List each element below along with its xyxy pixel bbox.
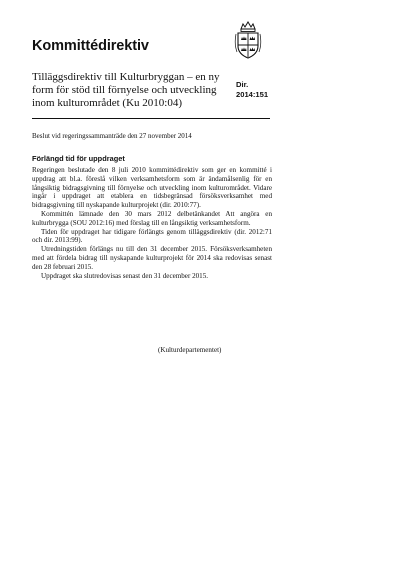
dir-label: Dir. [236, 80, 249, 89]
body-paragraph: Utredningstiden förlängs nu till den 31 december 2015. Försöksverksamheten med att fördela bidrag till nyskapande kulturprojekt för 2014 ska redovisas senast den 28 februari 2015. [32, 245, 272, 271]
decision-line: Beslut vid regeringssammanträde den 27 november 2014 [32, 132, 192, 140]
document-title: Kommittédirektiv [32, 38, 149, 54]
body-paragraph: Regeringen beslutade den 8 juli 2010 kommittédirektiv som ger en kommitté i uppdrag att bl.a. föreslå vilken verksamhetsform som är ändamålsenlig för en långsiktig bidragsgivning till förnyelse och utveckling inom kulturområdet. Vidare ingår i uppdraget att etablera en tidsbegränsad försöksverksamhet med bidragsgivning till nyskapande kulturprojekt (dir. 2010:77). [32, 166, 272, 210]
dir-number: 2014:151 [236, 90, 269, 99]
section-body [32, 166, 272, 280]
department-name: (Kulturdepartementet) [158, 346, 222, 354]
directive-number-block [236, 80, 268, 100]
divider [32, 118, 270, 119]
section-heading: Förlängd tid för uppdraget [32, 154, 125, 163]
body-paragraph: Kommittén lämnade den 30 mars 2012 delbetänkandet Att angöra en kulturbrygga (SOU 2012:16) med förslag till en långsiktig verksamhetsform. [32, 209, 272, 227]
swedish-coat-of-arms-icon [234, 20, 262, 60]
body-paragraph: Tiden för uppdraget har tidigare förlängts genom tilläggsdirektiv (dir. 2012:71 och dir. 2013:99). [32, 227, 272, 245]
body-paragraph: Uppdraget ska slutredovisas senast den 31 december 2015. [41, 271, 209, 280]
directive-subject: Tilläggsdirektiv till Kulturbryggan – en ny form för stöd till förnyelse och utveckling inom kulturområdet (Ku 2010:04) [32, 71, 220, 109]
